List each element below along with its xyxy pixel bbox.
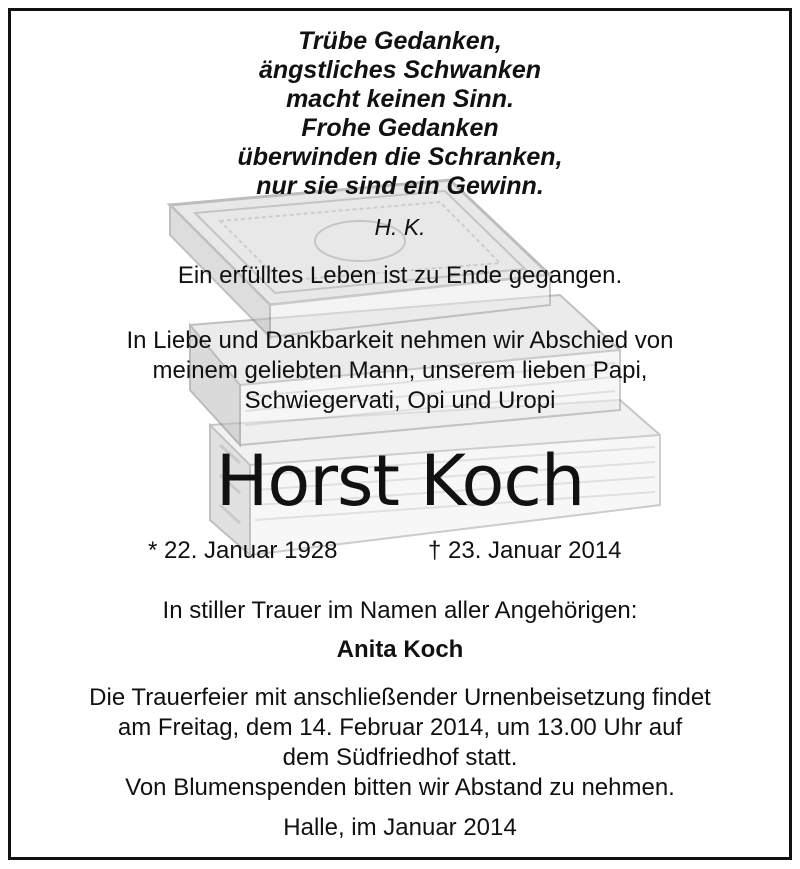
poem-author: H. K. bbox=[374, 214, 426, 240]
service-line-4: Von Blumenspenden bitten wir Abstand zu nehmen. bbox=[125, 774, 675, 801]
intro-text: Ein erfülltes Leben ist zu Ende gegangen. bbox=[177, 262, 623, 289]
poem-line-5: überwinden die Schranken, bbox=[237, 143, 563, 171]
mourning-line: In stiller Trauer im Namen aller Angehörigen: bbox=[162, 597, 638, 624]
signer-name: Anita Koch bbox=[336, 636, 464, 663]
death-date: † 23. Januar 2014 bbox=[428, 537, 622, 564]
farewell-line-3: Schwiegervati, Opi und Uropi bbox=[244, 387, 556, 414]
farewell-line-2: meinem geliebten Mann, unserem lieben Papi, bbox=[152, 357, 648, 384]
poem-line-4: Frohe Gedanken bbox=[301, 114, 499, 142]
place-date: Halle, im Januar 2014 bbox=[283, 814, 517, 841]
poem-line-6: nur sie sind ein Gewinn. bbox=[256, 172, 544, 200]
service-line-1: Die Trauerfeier mit anschließender Urnenbeisetzung findet bbox=[89, 684, 711, 711]
deceased-name: Horst Koch bbox=[215, 440, 585, 522]
poem-line-1: Trübe Gedanken, bbox=[298, 27, 502, 55]
poem-line-3: macht keinen Sinn. bbox=[286, 85, 514, 113]
service-line-2: am Freitag, dem 14. Februar 2014, um 13.00 Uhr auf bbox=[117, 714, 683, 741]
birth-date: * 22. Januar 1928 bbox=[148, 537, 338, 564]
farewell-line-1: In Liebe und Dankbarkeit nehmen wir Abschied von bbox=[126, 327, 674, 354]
poem-line-2: ängstliches Schwanken bbox=[258, 56, 542, 84]
service-line-3: dem Südfriedhof statt. bbox=[282, 744, 518, 771]
